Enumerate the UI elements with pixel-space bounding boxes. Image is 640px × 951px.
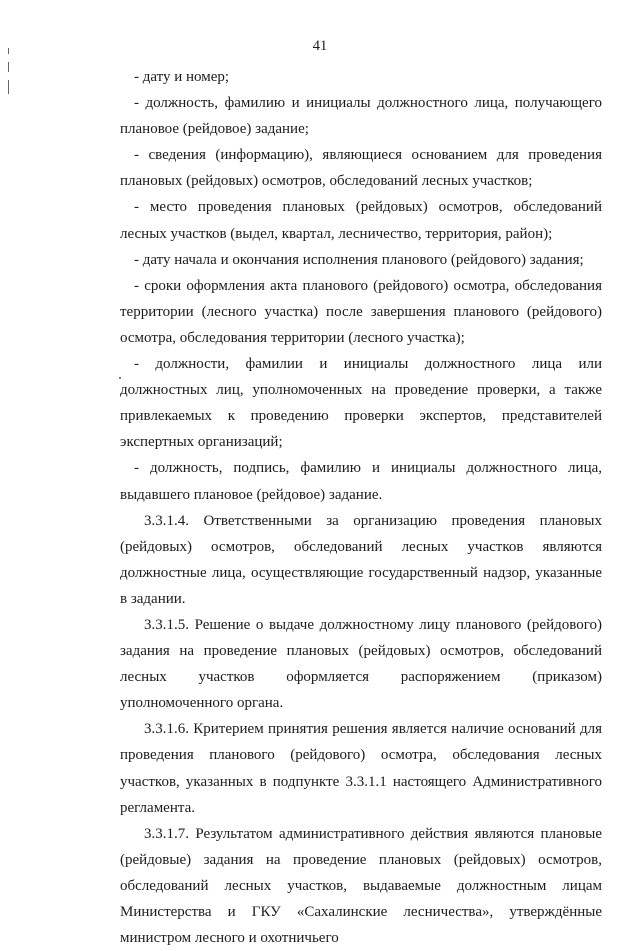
scan-edge-mark bbox=[8, 80, 9, 94]
list-item-date-number: - дату и номер; bbox=[134, 69, 230, 85]
document-body bbox=[120, 64, 602, 951]
list-item-dates: - дату начала и окончания исполнения планового (рейдового) задания; bbox=[134, 251, 584, 268]
section-3-3-1-7: 3.3.1.7. Результатом административного действия являются плановые (рейдовые) задания на проведение плановых (рейдовых) осмотров, обследований лесных участков, выдаваемые должностным лицам Министерства и ГКУ «Сахалинские лесничества», утверждённые министром лесного и охотничьего bbox=[120, 825, 602, 947]
section-3-3-1-6: 3.3.1.6. Критерием принятия решения является наличие оснований для проведения планового (рейдового) осмотра, обследования лесных участков, указанных в подпункте 3.3.1.1 настоящего Административного регламента. bbox=[120, 721, 602, 816]
list-item-location: - место проведения плановых (рейдовых) осмотров, обследований лесных участков (выдел, квартал, лесничество, территория, район); bbox=[120, 199, 602, 242]
list-item-issuing-official: - должность, подпись, фамилию и инициалы должностного лица, выдавшего плановое (рейдовое) задание. bbox=[120, 460, 602, 503]
list-item-authorized-persons: - должности, фамилии и инициалы должностного лица или должностных лиц, уполномоченных на проведение проверки, а также привлекаемых к проведению проверки экспертов, представителей экспертных организаций; bbox=[120, 356, 602, 451]
scan-edge-mark bbox=[8, 62, 9, 72]
list-item-official-receiving: - должность, фамилию и инициалы должностного лица, получающего плановое (рейдовое) задание; bbox=[120, 95, 602, 138]
list-item-grounds-info: - сведения (информацию), являющиеся основанием для проведения плановых (рейдовых) осмотров, обследований лесных участков; bbox=[120, 147, 602, 190]
list-item-act-terms: - сроки оформления акта планового (рейдового) осмотра, обследования территории (лесного участка) после завершения планового (рейдового) осмотра, обследования территории (лесного участка); bbox=[120, 277, 602, 346]
section-3-3-1-5: 3.3.1.5. Решение о выдаче должностному лицу планового (рейдового) задания на проведение плановых (рейдовых) осмотров, обследований лесных участков оформляется распоряжением (приказом) уполномоченного органа. bbox=[120, 616, 602, 712]
section-3-3-1-4: 3.3.1.4. Ответственными за организацию проведения плановых (рейдовых) осмотров, обследований лесных участков являются должностные лица, осуществляющие государственный надзор, указанные в задании. bbox=[120, 512, 602, 607]
page-number: 41 bbox=[312, 38, 328, 54]
scan-speck bbox=[119, 377, 121, 379]
